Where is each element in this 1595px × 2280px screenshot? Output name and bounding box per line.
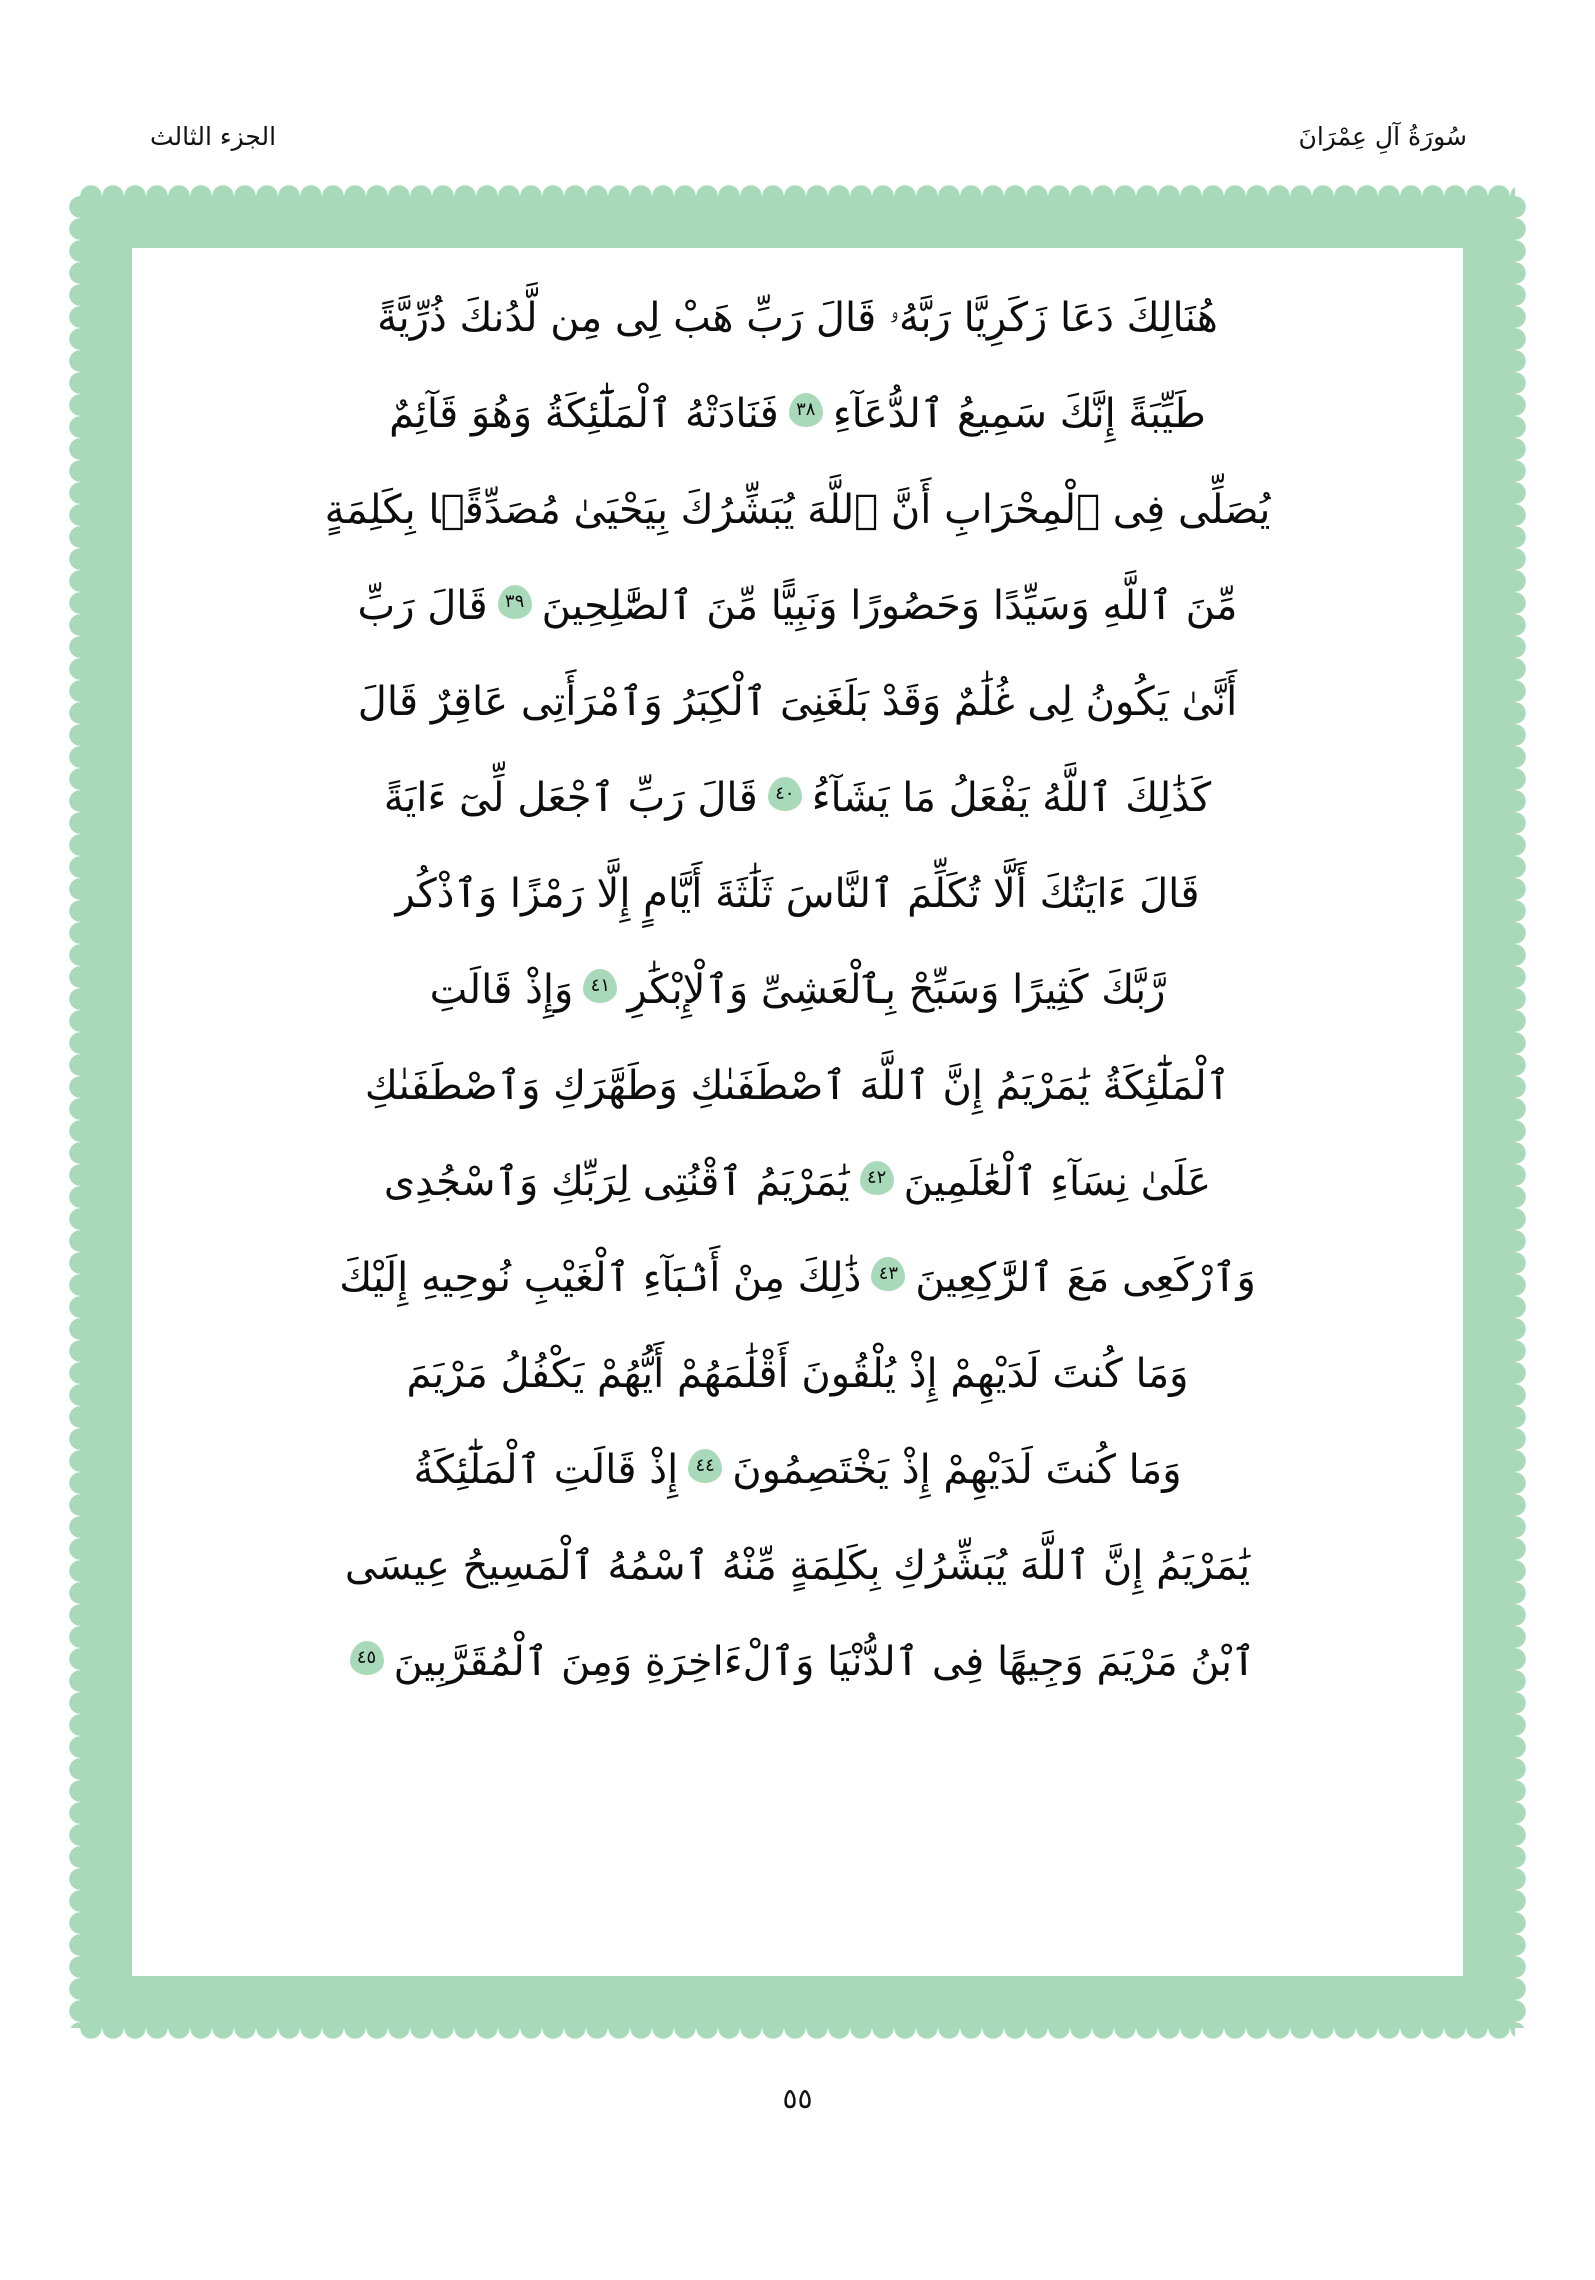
quran-line-text: يُصَلِّى فِى ٱلْمِحْرَابِ أَنَّ ٱللَّهَ يُبَشِّرُكَ بِيَحْيَىٰ مُصَدِّقًۢا بِكَلِمَةٍ [324,487,1271,533]
quran-line [170,1614,1425,1710]
quran-line [170,1326,1425,1422]
quran-line-text: كَذَٰلِكَ ٱللَّهُ يَفْعَلُ مَا يَشَآءُ [811,775,1212,821]
quran-line-text: أَنَّىٰ يَكُونُ لِى غُلَٰمٌ وَقَدْ بَلَغَنِىَ ٱلْكِبَرُ وَٱمْرَأَتِى عَاقِرٌ قَالَ [357,679,1238,725]
quran-line-text-continued: ذَٰلِكَ مِنْ أَنۢبَآءِ ٱلْغَيْبِ نُوحِيهِ إِلَيْكَ [339,1255,862,1301]
quran-line-text: طَيِّبَةً إِنَّكَ سَمِيعُ ٱلدُّعَآءِ [832,391,1206,437]
quran-line [170,654,1425,750]
quran-line [170,558,1425,654]
quran-line-text: وَمَا كُنتَ لَدَيْهِمْ إِذْ يُلْقُونَ أَقْلَٰمَهُمْ أَيُّهُمْ يَكْفُلُ مَرْيَمَ [406,1351,1189,1397]
quran-line [170,750,1425,846]
quran-line-text-continued: إِذْ قَالَتِ ٱلْمَلَٰٓئِكَةُ [413,1447,679,1493]
quran-line [170,1134,1425,1230]
quran-line [170,462,1425,558]
juz-label: الجزء الثالث [150,121,277,151]
quran-line-text-continued: يَٰمَرْيَمُ ٱقْنُتِى لِرَبِّكِ وَٱسْجُدِى [383,1159,850,1205]
quran-line-text: قَالَ ءَايَتُكَ أَلَّا تُكَلِّمَ ٱلنَّاسَ ثَلَٰثَةَ أَيَّامٍ إِلَّا رَمْزًا وَٱذْكُر [395,871,1200,917]
aya-number-marker: ٤٤ [688,1449,722,1483]
frame-scallop-left [69,196,91,2028]
aya-number-marker: ٤٣ [871,1257,905,1291]
surah-label: سُورَةُ آلِ عِمْرَانَ [1298,121,1467,151]
frame-scallop-top [80,185,1515,207]
page-number: ٥٥ [782,2082,813,2115]
aya-number-marker: ٤٠ [768,777,802,811]
aya-number-marker: ٤٢ [860,1161,894,1195]
frame-scallop-right [1504,196,1526,2028]
quran-line-text: هُنَالِكَ دَعَا زَكَرِيَّا رَبَّهُۥ قَالَ رَبِّ هَبْ لِى مِن لَّدُنكَ ذُرِّيَّةً [377,295,1218,341]
aya-number-marker: ٣٨ [789,393,823,427]
quran-line-text-continued: فَنَادَتْهُ ٱلْمَلَٰٓئِكَةُ وَهُوَ قَآئِمٌ [389,391,779,437]
quran-line [170,1230,1425,1326]
quran-line [170,270,1425,366]
quran-text-block [170,270,1425,1970]
quran-line-text-continued: قَالَ رَبِّ ٱجْعَل لِّىٓ ءَايَةً [383,775,758,821]
quran-line-text-continued: وَإِذْ قَالَتِ [429,967,574,1013]
quran-line [170,846,1425,942]
aya-number-marker: ٤١ [583,969,617,1003]
aya-number-marker: ٤٥ [350,1641,384,1675]
quran-line-text: يَٰمَرْيَمُ إِنَّ ٱللَّهَ يُبَشِّرُكِ بِكَلِمَةٍ مِّنْهُ ٱسْمُهُ ٱلْمَسِيحُ عِيسَى [344,1543,1251,1589]
quran-line [170,1422,1425,1518]
page-header [110,108,1485,164]
quran-line [170,1038,1425,1134]
quran-line-text: رَّبَّكَ كَثِيرًا وَسَبِّحْ بِٱلْعَشِىِّ وَٱلْإِبْكَٰرِ [627,967,1166,1013]
quran-line-text: ٱبْنُ مَرْيَمَ وَجِيهًا فِى ٱلدُّنْيَا وَٱلْءَاخِرَةِ وَمِنَ ٱلْمُقَرَّبِينَ [393,1639,1256,1685]
quran-line-text: وَٱرْكَعِى مَعَ ٱلرَّٰكِعِينَ [915,1255,1256,1301]
frame-scallop-bottom [80,2017,1515,2039]
quran-line [170,1518,1425,1614]
quran-line-text-continued: قَالَ رَبِّ [357,583,488,629]
quran-line [170,942,1425,1038]
quran-line-text: مِّنَ ٱللَّهِ وَسَيِّدًا وَحَصُورًا وَنَبِيًّا مِّنَ ٱلصَّٰلِحِينَ [541,583,1238,629]
quran-line-text: عَلَىٰ نِسَآءِ ٱلْعَٰلَمِينَ [903,1159,1212,1205]
quran-line [170,366,1425,462]
aya-number-marker: ٣٩ [498,585,532,619]
quran-line-text: ٱلْمَلَٰٓئِكَةُ يَٰمَرْيَمُ إِنَّ ٱللَّهَ ٱصْطَفَىٰكِ وَطَهَّرَكِ وَٱصْطَفَىٰكِ [364,1063,1231,1109]
quran-line-text: وَمَا كُنتَ لَدَيْهِمْ إِذْ يَخْتَصِمُونَ [732,1447,1182,1493]
